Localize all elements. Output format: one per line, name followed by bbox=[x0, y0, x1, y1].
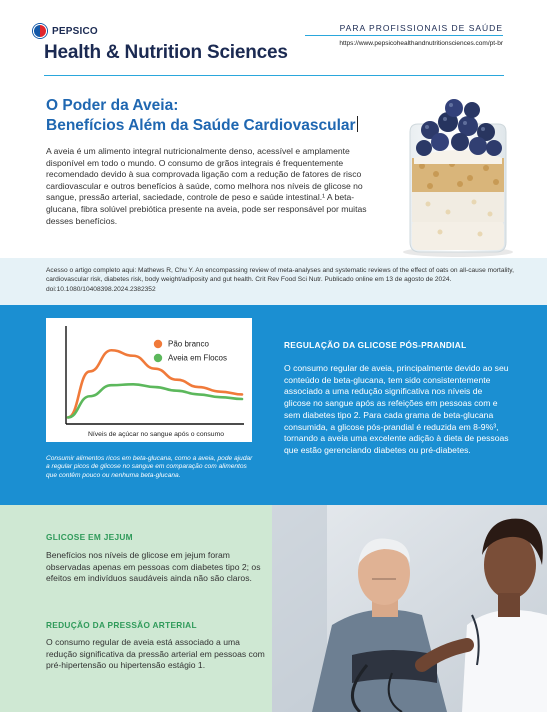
title-line-1: O Poder da Aveia: bbox=[46, 97, 179, 114]
blood-pressure-photo bbox=[272, 505, 547, 712]
logo-text: PEPSICO bbox=[52, 25, 98, 37]
legend-label-1: Aveia em Flocos bbox=[168, 353, 227, 363]
postprandial-heading: REGULAÇÃO DA GLICOSE PÓS-PRANDIAL bbox=[284, 340, 467, 350]
pepsico-globe-icon bbox=[33, 24, 47, 38]
fasting-glucose-heading: GLICOSE EM JEJUM bbox=[46, 532, 133, 542]
header-divider bbox=[44, 75, 504, 76]
green-section bbox=[0, 505, 272, 712]
glucose-chart-card bbox=[46, 318, 252, 442]
title-line-2: Benefícios Além da Saúde Cardiovascular bbox=[46, 117, 356, 134]
chart-caption: Consumir alimentos ricos em beta-glucana, como a aveia, pode ajudar a regular picos de glicose no sangue em comparação com alimentos que contêm pouco ou nenhuma beta-glucana. bbox=[46, 455, 253, 479]
x-axis-label: Níveis de açúcar no sangue após o consumo bbox=[87, 431, 225, 438]
audience-divider bbox=[305, 35, 503, 36]
fasting-glucose-body: Benefícios nos níveis de glicose em jejum foram observadas apenas em pessoas com diabetes tipo 2; os efeitos em indivíduos saudáveis ainda não são claros. bbox=[46, 550, 261, 584]
website-link[interactable]: https://www.pepsicohealthandnutritionsciences.com/pt-br bbox=[339, 40, 503, 47]
glucose-chart bbox=[46, 318, 252, 442]
blood-pressure-heading: REDUÇÃO DA PRESSÃO ARTERIAL bbox=[46, 620, 197, 630]
intro-paragraph: A aveia é um alimento integral nutricionalmente denso, acessível e amplamente disponível em todo o mundo. O consumo de grãos integrais é frequentemente recomendado devido à sua comprovada ligação com a redução de fatores de risco cardiovascular e outros benefícios à saúde, como melhora nos níveis de glicose no sangue, pressão arterial, saciedade, controle de peso e saúde intestinal.¹ A beta-glucana, fibra solúvel prebiótica presente na aveia, pode ser responsável por muitas desses benefícios. bbox=[46, 146, 367, 226]
postprandial-body: O consumo regular de aveia, principalmente devido ao seu conteúdo de beta-glucana, tem sido consistentemente associado a uma redução significativa nos níveis de glicose no sangue após as refeições em pessoas com e sem diabetes tipo 2. Para cada grama de beta-glucana consumida, a glicose pós-prandial é reduzida em 8-9%³, tornando a aveia uma excelente adição à dieta de pessoas que estão gerenciando diabetes ou pré-diabetes. bbox=[284, 363, 509, 455]
page-title bbox=[46, 96, 386, 136]
legend-marker-1 bbox=[154, 354, 162, 362]
legend-label-0: Pão branco bbox=[168, 339, 209, 349]
oat-jar-image bbox=[390, 92, 520, 260]
brand-title: Health & Nutrition Sciences bbox=[44, 42, 288, 63]
series-line-1 bbox=[68, 384, 242, 417]
pepsico-logo bbox=[33, 24, 98, 38]
text-cursor bbox=[357, 116, 358, 132]
audience-label: PARA PROFISSIONAIS DE SAÚDE bbox=[339, 23, 503, 33]
reference-citation[interactable]: Acesso o artigo completo aqui: Mathews R, Chu Y. An encompassing review of meta-analyses and systematic reviews of the effect of oats on all-cause mortality, cardiovascular risk, diabetes risk, body weight/adiposity and gut health. Crit Rev Food Sci Nutr. Publicado online em 13 de agosto de 2024. doi:10.1080/10408398.2024.2382352 bbox=[46, 267, 514, 293]
legend-marker-0 bbox=[154, 340, 162, 348]
blood-pressure-body: O consumo regular de aveia está associado a uma redução significativa da pressão arterial em pessoas com pré-hipertensão ou hipertensão estágio 1. bbox=[46, 637, 265, 671]
